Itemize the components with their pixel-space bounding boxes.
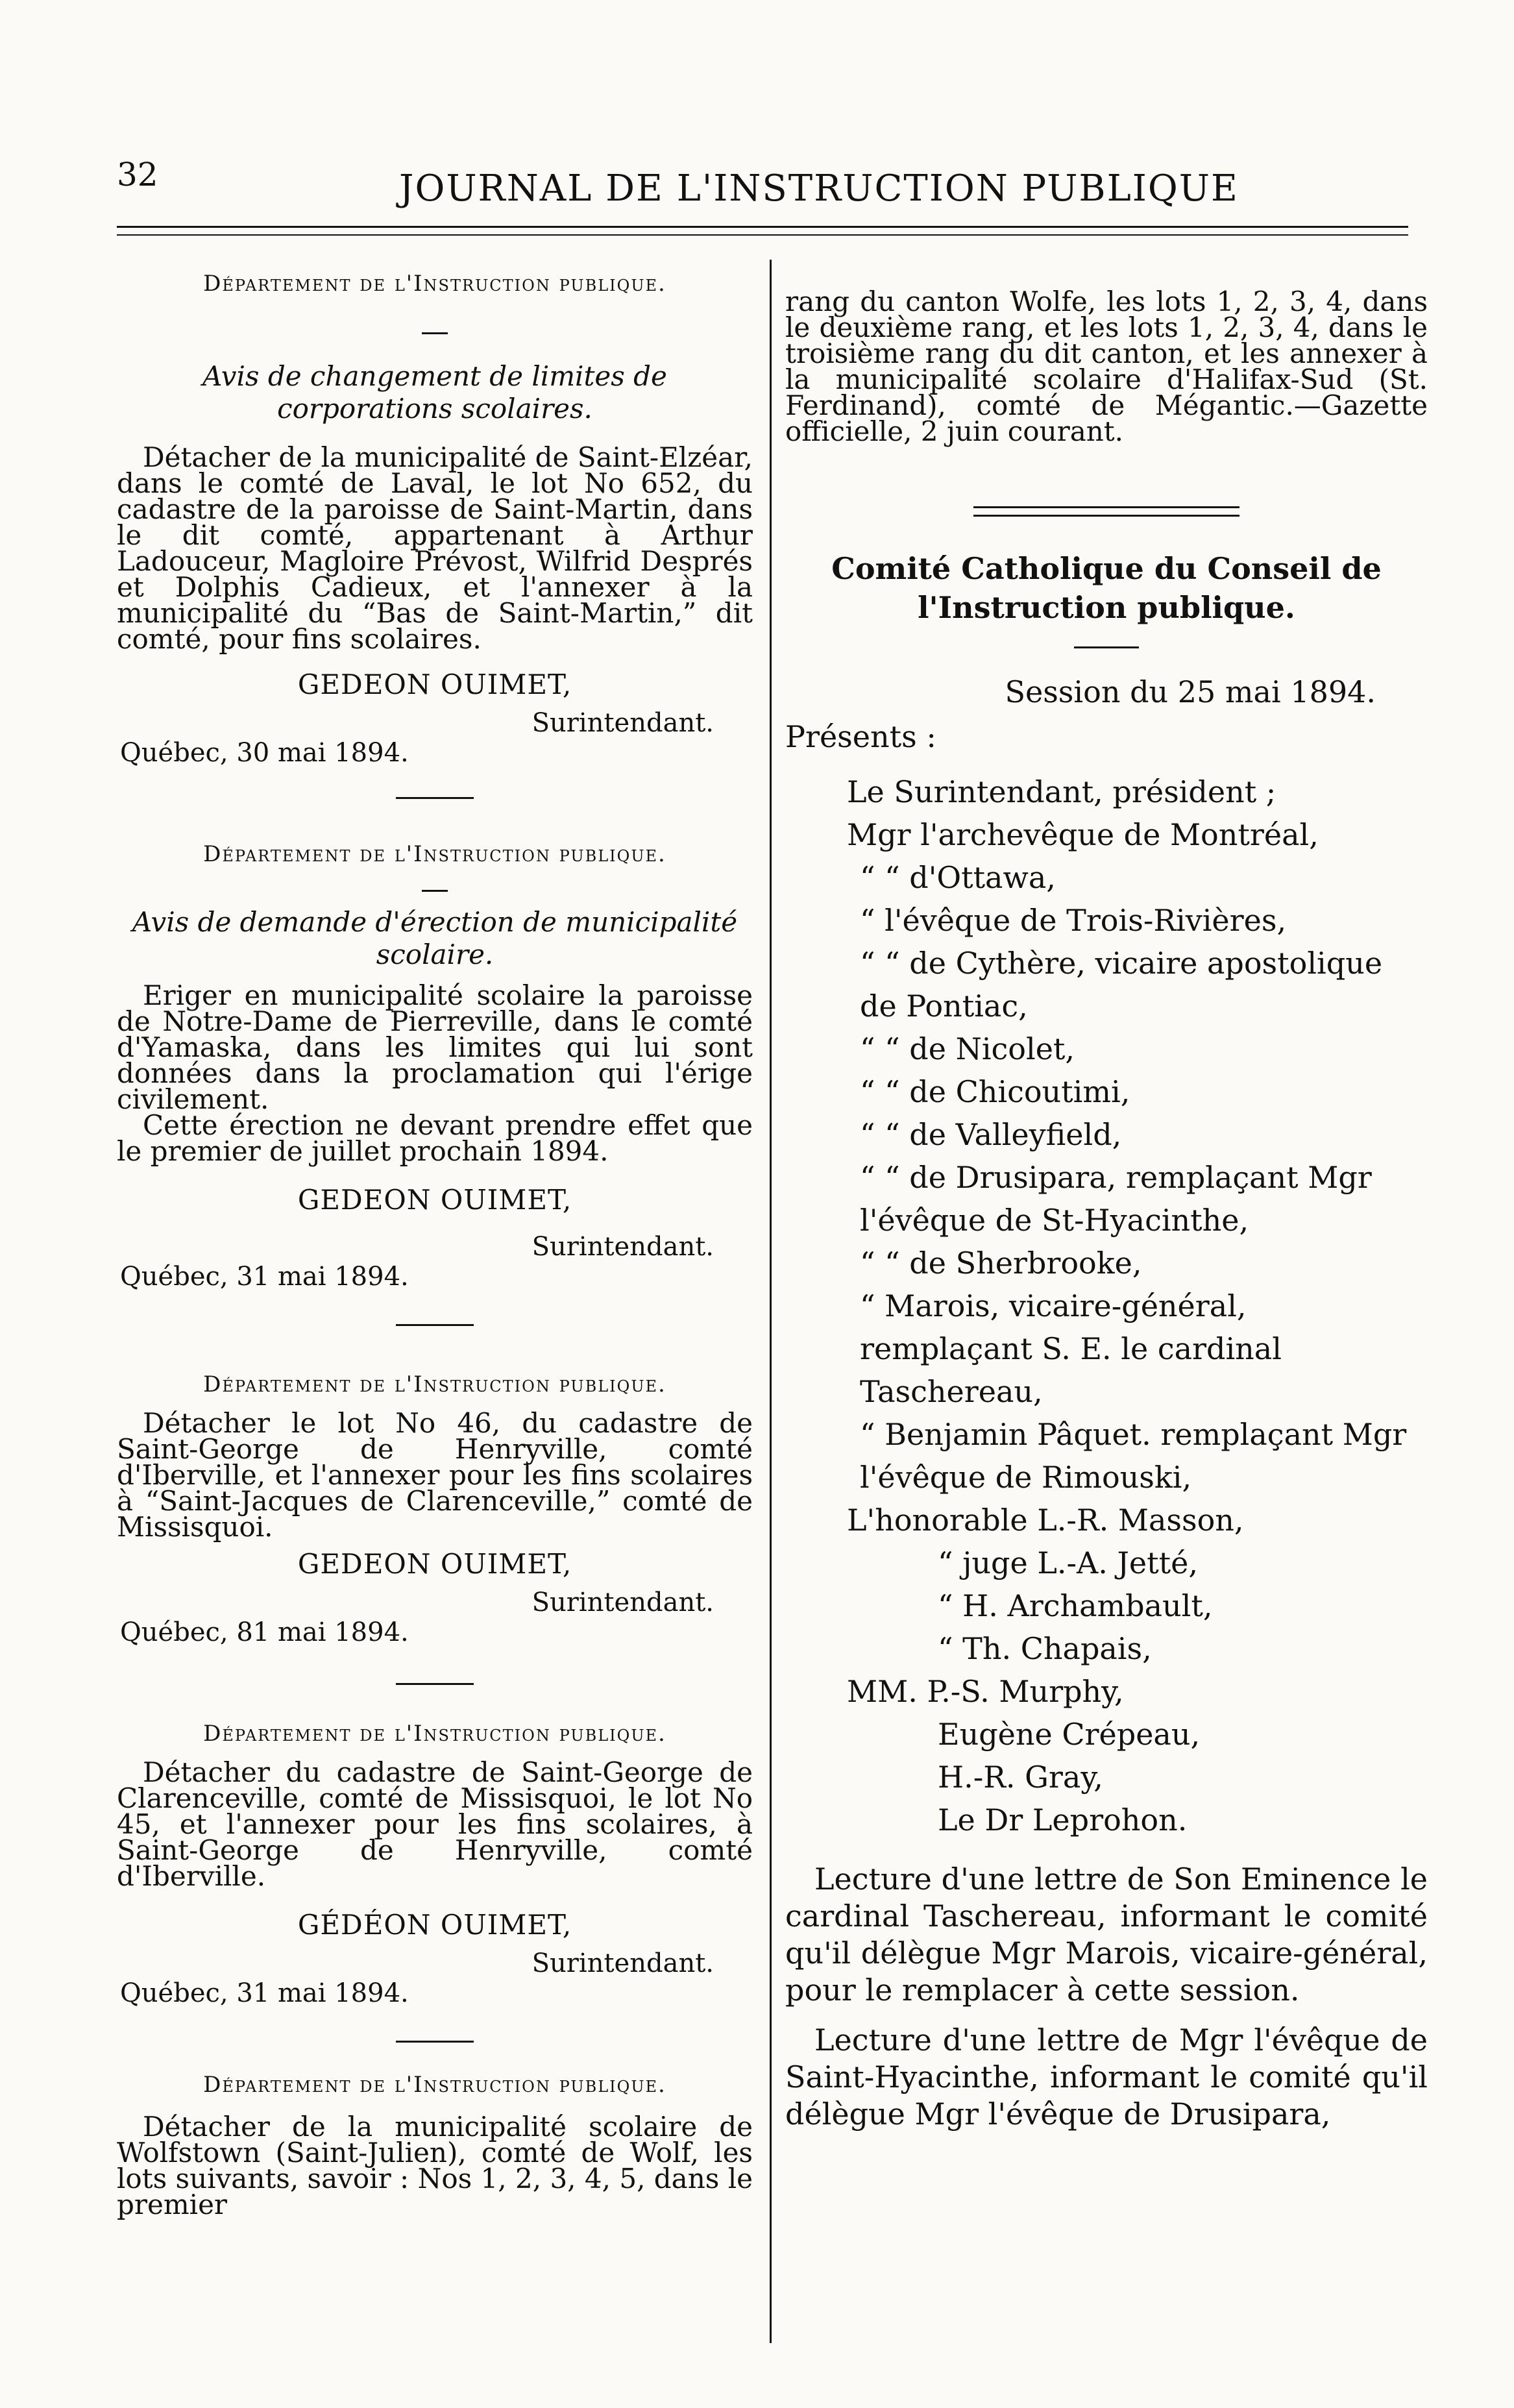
signature-title: Surintendant.: [531, 1232, 714, 1262]
attendee: “ “ de Sherbrooke,: [860, 1246, 1142, 1281]
signature-title: Surintendant.: [531, 1588, 714, 1617]
signature-title: Surintendant.: [531, 1948, 714, 1978]
page-number: 32: [117, 156, 158, 193]
notice-heading: Département de l'Instruction publique.: [203, 1371, 666, 1397]
place-date: Québec, 30 mai 1894.: [120, 738, 409, 768]
place-date: Québec, 31 mai 1894.: [120, 1262, 409, 1292]
notice-body-2: Cette érection ne devant prendre effet que le premier de juillet prochain 1894.: [117, 1109, 753, 1167]
signature-name: GEDEON OUIMET,: [297, 669, 572, 700]
header-rule: [117, 226, 1408, 228]
notice-2: [117, 841, 753, 1292]
notice-body: Détacher de la municipalité scolaire de Wolfstown (Saint-Julien), comté de Wolf, les lots suivants, savoir : Nos 1, 2, 3, 4, 5, dans le premier: [117, 2111, 753, 2220]
session-date: Session du 25 mai 1894.: [1005, 674, 1376, 709]
minutes-paragraph: Lecture d'une lettre de Mgr l'évêque de Saint-Hyacinthe, informant le comité qu'il délègue Mgr l'évêque de Drusipara,: [785, 2022, 1428, 2132]
section-title-line2: l'Instruction publique.: [918, 590, 1295, 625]
left-column: [117, 263, 753, 2218]
notice-subheading: Avis de demande d'érection de municipalité scolaire.: [132, 906, 738, 970]
attendee: MM. P.-S. Murphy,: [847, 1674, 1124, 1709]
section-divider: [396, 1324, 474, 1326]
attendee: “ “ de Nicolet,: [860, 1031, 1075, 1066]
notice-heading: Département de l'Instruction publique.: [203, 271, 666, 297]
place-date: Québec, 31 mai 1894.: [120, 1978, 409, 2008]
attendee: “ “ de Valleyfield,: [860, 1117, 1122, 1152]
column-divider: [770, 260, 772, 2343]
notice-body: Eriger en municipalité scolaire la paroisse de Notre-Dame de Pierreville, dans le comté d'Yamaska, dans les limites qui lui sont données dans la proclamation qui l'érige civilement.: [117, 979, 753, 1115]
notice-3: [117, 1371, 753, 1647]
attendee: “ “ d'Ottawa,: [860, 860, 1056, 895]
attendee: L'honorable L.-R. Masson,: [847, 1503, 1244, 1538]
signature-name: GEDEON OUIMET,: [297, 1548, 572, 1580]
place-date: Québec, 81 mai 1894.: [120, 1617, 409, 1647]
attendee-list: [785, 770, 1428, 1841]
attendee: “ Benjamin Pâquet. remplaçant Mgr l'évêque de Rimouski,: [860, 1417, 1407, 1495]
signature-name: GÉDÉON OUIMET,: [297, 1909, 572, 1941]
attendee: Le Dr Leprohon.: [938, 1802, 1188, 1837]
header-rule-thin: [117, 234, 1408, 236]
attendee: “ Marois, vicaire-général, remplaçant S. E. le cardinal Taschereau,: [860, 1288, 1282, 1409]
attendee: Eugène Crépeau,: [938, 1717, 1201, 1752]
attendee: “ Th. Chapais,: [938, 1631, 1152, 1666]
attendee: “ juge L.-A. Jetté,: [938, 1545, 1198, 1580]
separator-dash: [422, 332, 448, 334]
notice-4: [117, 1721, 753, 2008]
section-divider: [396, 797, 474, 799]
attendee: “ H. Archambault,: [938, 1588, 1213, 1623]
notice-heading: Département de l'Instruction publique.: [203, 1721, 666, 1747]
attendee: “ “ de Chicoutimi,: [860, 1074, 1130, 1109]
signature-name: GEDEON OUIMET,: [297, 1184, 572, 1216]
attendee: “ l'évêque de Trois-Rivières,: [860, 903, 1287, 938]
notice-body: Détacher le lot No 46, du cadastre de Saint-George de Henryville, comté d'Iberville, et l'annexer pour les fins scolaires à “Saint-Jacques de Clarenceville,” comté de Missisquoi.: [117, 1407, 753, 1543]
running-title: JOURNAL DE L'INSTRUCTION PUBLIQUE: [399, 167, 1239, 210]
separator-dash: [422, 890, 448, 892]
notice-5: [117, 2072, 753, 2218]
attendee: “ “ de Drusipara, remplaçant Mgr l'évêque de St-Hyacinthe,: [860, 1160, 1372, 1238]
notice-heading: Département de l'Instruction publique.: [203, 2072, 666, 2098]
attendee: “ “ de Cythère, vicaire apostolique de Pontiac,: [860, 946, 1383, 1024]
separator-dash: [1074, 646, 1139, 648]
attendee: Mgr l'archevêque de Montréal,: [847, 817, 1319, 852]
presents-label: Présents :: [785, 719, 936, 754]
right-column: [785, 263, 1428, 2133]
attendee: Le Surintendant, président ;: [847, 774, 1276, 809]
section-title: Comité Catholique du Conseil de: [831, 551, 1382, 586]
continued-notice-text: rang du canton Wolfe, les lots 1, 2, 3, 4, dans le deuxième rang, et les lots 1, 2, 3, 4, dans le troisième rang du dit canton, et les annexer à la municipalité scolaire d'Halifax-Sud (St. Ferdinand), comté de Mégantic.—Gazette officielle, 2 juin courant.: [785, 286, 1428, 447]
section-divider: [396, 1683, 474, 1685]
notice-heading: Département de l'Instruction publique.: [203, 841, 666, 867]
section-divider: [396, 2041, 474, 2043]
signature-title: Surintendant.: [531, 708, 714, 738]
attendee: H.-R. Gray,: [938, 1760, 1103, 1795]
notice-body: Détacher du cadastre de Saint-George de Clarenceville, comté de Missisquoi, le lot No 45, et l'annexer pour les fins scolaires, à Saint-George de Henryville, comté d'Iberville.: [117, 1756, 753, 1892]
minutes-paragraph: Lecture d'une lettre de Son Eminence le cardinal Taschereau, informant le comité qu'il délègue Mgr Marois, vicaire-général, pour le remplacer à cette session.: [785, 1861, 1428, 2008]
section-double-rule: [973, 506, 1239, 517]
notice-subheading: Avis de changement de limites de corporations scolaires.: [202, 360, 667, 424]
notice-1: [117, 271, 753, 768]
notice-body: Détacher de la municipalité de Saint-Elzéar, dans le comté de Laval, le lot No 652, du cadastre de la paroisse de Saint-Martin, dans le dit comté, appartenant à Arthur Ladouceur, Magloire Prévost, Wilfrid Després et Dolphis Cadieux, et l'annexer à la municipalité du “Bas de Saint-Martin,” dit comté, pour fins scolaires.: [117, 441, 753, 655]
